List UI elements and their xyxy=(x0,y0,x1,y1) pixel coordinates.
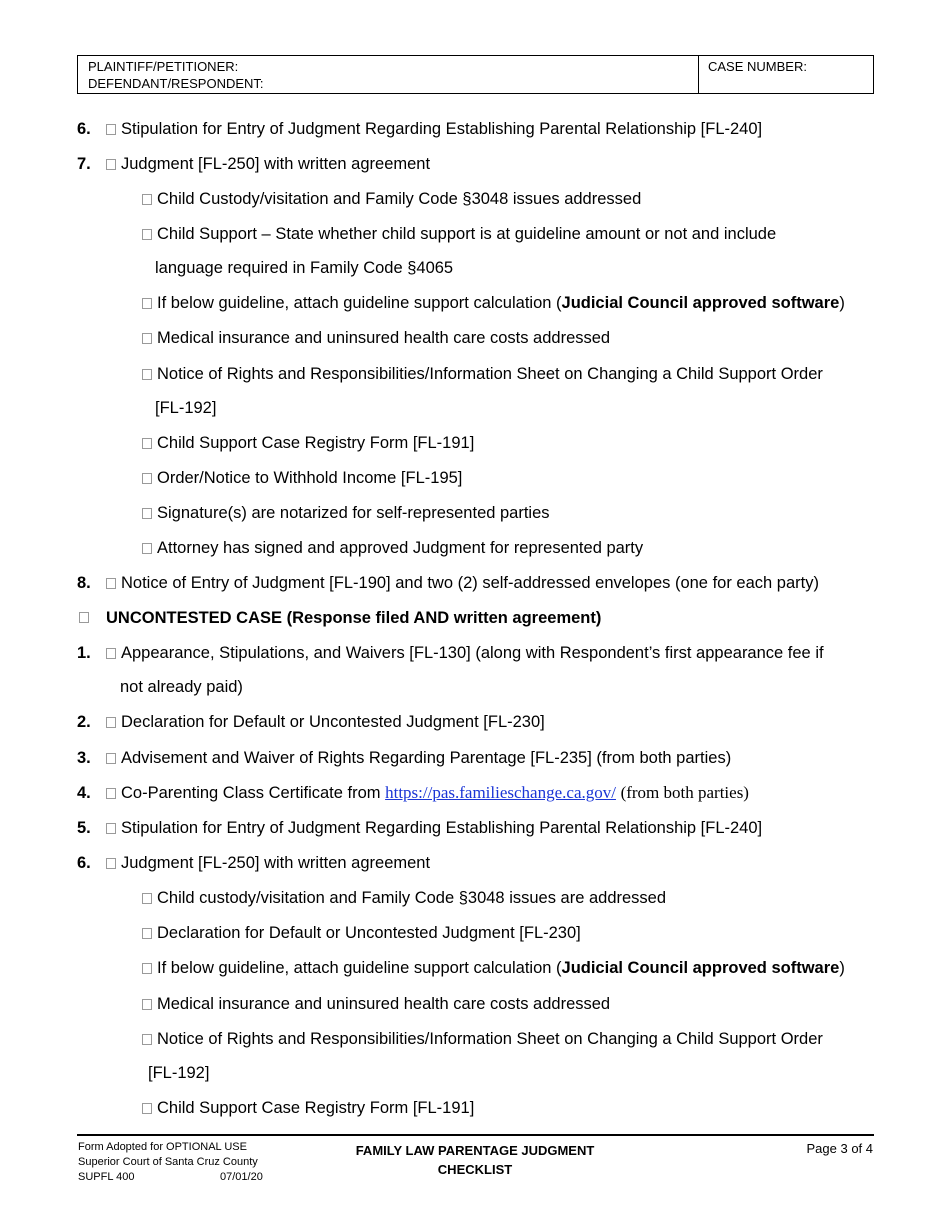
checkbox[interactable] xyxy=(142,1034,152,1045)
checkbox[interactable] xyxy=(142,438,152,449)
checklist-subitem: Notice of Rights and Responsibilities/Information Sheet on Changing a Child Support Order xyxy=(142,1028,823,1050)
checklist-item: Notice of Entry of Judgment [FL-190] and two (2) self-addressed envelopes (one for each party) xyxy=(106,572,819,594)
checkbox[interactable] xyxy=(106,648,116,659)
item-number: 8. xyxy=(77,574,91,592)
checklist-subitem: Child Support Case Registry Form [FL-191] xyxy=(142,432,474,454)
item-number: 2. xyxy=(77,713,91,731)
checklist-item: Stipulation for Entry of Judgment Regarding Establishing Parental Relationship [FL-240] xyxy=(106,118,762,140)
checklist-subitem: If below guideline, attach guideline support calculation (Judicial Council approved software) xyxy=(142,957,845,979)
checkbox[interactable] xyxy=(106,578,116,589)
checkbox[interactable] xyxy=(106,753,116,764)
checklist-subitem: Medical insurance and uninsured health care costs addressed xyxy=(142,993,610,1015)
item-number: 4. xyxy=(77,784,91,802)
checkbox[interactable] xyxy=(142,473,152,484)
checklist-item: Co-Parenting Class Certificate from https://pas.familieschange.ca.gov/ (from both parties) xyxy=(106,782,749,804)
item-number: 5. xyxy=(77,819,91,837)
checklist-item: Advisement and Waiver of Rights Regarding Parentage [FL-235] (from both parties) xyxy=(106,747,731,769)
checkbox[interactable] xyxy=(106,858,116,869)
checklist-subitem: If below guideline, attach guideline support calculation (Judicial Council approved software) xyxy=(142,292,845,314)
checkbox[interactable] xyxy=(106,124,116,135)
form-title-line: CHECKLIST xyxy=(437,1162,513,1177)
court-name: Superior Court of Santa Cruz County xyxy=(78,1156,258,1168)
checkbox[interactable] xyxy=(142,333,152,344)
checkbox[interactable] xyxy=(142,928,152,939)
checkbox[interactable] xyxy=(142,963,152,974)
form-id-row xyxy=(78,1170,263,1185)
section-heading: UNCONTESTED CASE (Response filed AND written agreement) xyxy=(106,609,602,627)
checkbox[interactable] xyxy=(106,717,116,728)
case-caption-box xyxy=(77,55,874,94)
item-number: 6. xyxy=(77,854,91,872)
checklist-subitem: Order/Notice to Withhold Income [FL-195] xyxy=(142,467,462,489)
checkbox[interactable] xyxy=(142,893,152,904)
checklist-subitem-continuation: [FL-192] xyxy=(155,399,217,417)
checklist-subitem: Child Custody/visitation and Family Code §3048 issues addressed xyxy=(142,188,641,210)
item-number: 6. xyxy=(77,120,91,138)
plaintiff-label: PLAINTIFF/PETITIONER: xyxy=(88,59,239,74)
item-number: 1. xyxy=(77,644,91,662)
checkbox[interactable] xyxy=(106,823,116,834)
checklist-subitem: Child custody/visitation and Family Code §3048 issues are addressed xyxy=(142,887,666,909)
form-date: 07/01/20 xyxy=(220,1171,263,1183)
item-number: 7. xyxy=(77,155,91,173)
checklist-item: Appearance, Stipulations, and Waivers [FL-130] (along with Respondent’s first appearance fee if xyxy=(106,642,824,664)
checklist-subitem: Child Support Case Registry Form [FL-191] xyxy=(142,1097,474,1119)
form-title-line: FAMILY LAW PARENTAGE JUDGMENT xyxy=(355,1143,595,1158)
checkbox[interactable] xyxy=(106,159,116,170)
form-adoption-info xyxy=(78,1140,263,1185)
checklist-subitem: Notice of Rights and Responsibilities/Information Sheet on Changing a Child Support Order xyxy=(142,363,823,385)
checklist-item: Declaration for Default or Uncontested Judgment [FL-230] xyxy=(106,711,545,733)
footer-rule xyxy=(77,1134,874,1136)
form-id: SUPFL 400 xyxy=(78,1171,135,1183)
page-number: Page 3 of 4 xyxy=(806,1141,873,1156)
checkbox[interactable] xyxy=(142,543,152,554)
checkbox[interactable] xyxy=(142,369,152,380)
checkbox[interactable] xyxy=(142,508,152,519)
checkbox[interactable] xyxy=(142,1103,152,1114)
checklist-subitem: Attorney has signed and approved Judgment for represented party xyxy=(142,537,643,559)
checklist-item-continuation: not already paid) xyxy=(120,678,243,696)
checkbox[interactable] xyxy=(106,788,116,799)
checkbox[interactable] xyxy=(142,999,152,1010)
checkbox[interactable] xyxy=(142,229,152,240)
form-adoption-line: Form Adopted for OPTIONAL USE xyxy=(78,1141,247,1153)
checklist-item: Judgment [FL-250] with written agreement xyxy=(106,852,430,874)
checklist-subitem-continuation: [FL-192] xyxy=(148,1064,210,1082)
checkbox[interactable] xyxy=(142,194,152,205)
checklist-subitem: Medical insurance and uninsured health care costs addressed xyxy=(142,327,610,349)
checklist-subitem: Signature(s) are notarized for self-represented parties xyxy=(142,502,550,524)
party-names-cell xyxy=(78,56,699,93)
coparenting-class-link[interactable]: https://pas.familieschange.ca.gov/ xyxy=(385,783,616,802)
case-number-label: CASE NUMBER: xyxy=(708,59,807,74)
item-number: 3. xyxy=(77,749,91,767)
checklist-subitem-continuation: language required in Family Code §4065 xyxy=(155,259,454,277)
section-checkbox[interactable] xyxy=(79,612,89,623)
checkbox[interactable] xyxy=(142,298,152,309)
checklist-item: Stipulation for Entry of Judgment Regarding Establishing Parental Relationship [FL-240] xyxy=(106,817,762,839)
checklist-subitem: Child Support – State whether child support is at guideline amount or not and include xyxy=(142,223,776,245)
form-title xyxy=(340,1141,610,1179)
checklist-item: Judgment [FL-250] with written agreement xyxy=(106,153,430,175)
checklist-subitem: Declaration for Default or Uncontested Judgment [FL-230] xyxy=(142,922,581,944)
defendant-label: DEFENDANT/RESPONDENT: xyxy=(88,76,264,91)
